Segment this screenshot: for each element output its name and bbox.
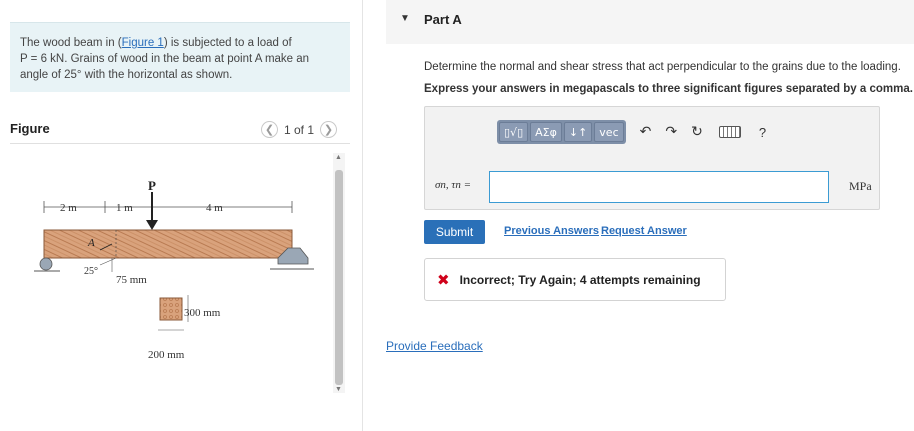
redo-icon[interactable]: ↷ bbox=[665, 124, 678, 140]
dim-2m: 2 m bbox=[60, 202, 77, 214]
arrows-button[interactable]: ↓↑ bbox=[564, 122, 592, 142]
divider bbox=[10, 143, 350, 144]
scrollbar-thumb[interactable] bbox=[335, 170, 343, 385]
question-panel bbox=[386, 0, 914, 431]
provide-feedback-link[interactable]: Provide Feedback bbox=[386, 339, 483, 353]
dim-1m: 1 m bbox=[116, 202, 133, 214]
caret-down-icon[interactable]: ▼ bbox=[400, 13, 410, 24]
problem-text: ) is subjected to a load of bbox=[163, 37, 292, 49]
question-text: Determine the normal and shear stress that act perpendicular to the grains due to the loading. bbox=[424, 61, 901, 73]
page-indicator: 1 of 1 bbox=[284, 122, 315, 137]
angle-label: 25° bbox=[84, 266, 98, 277]
figure-panel bbox=[0, 0, 362, 431]
load-label: P bbox=[148, 178, 156, 193]
wood-beam bbox=[44, 230, 292, 258]
part-header[interactable] bbox=[386, 0, 914, 44]
submit-button[interactable]: Submit bbox=[424, 220, 485, 244]
figure-pager bbox=[261, 121, 337, 138]
instruction-text: Express your answers in megapascals to three significant figures separated by a comma. bbox=[424, 83, 913, 95]
feedback-message bbox=[424, 258, 726, 301]
vec-button[interactable]: vec bbox=[594, 122, 623, 142]
templates-button[interactable]: ▯√▯ bbox=[499, 122, 528, 142]
problem-text: P = 6 kN. Grains of wood in the beam at point A make an bbox=[20, 53, 310, 65]
cross-section bbox=[160, 298, 182, 320]
roller-support bbox=[40, 258, 52, 270]
unit-label: MPa bbox=[849, 179, 872, 193]
problem-text: The wood beam in ( bbox=[20, 37, 122, 49]
math-toolbar bbox=[497, 120, 766, 144]
problem-statement bbox=[10, 22, 350, 92]
beam-diagram bbox=[30, 170, 330, 375]
toolbar-button-group bbox=[497, 120, 626, 144]
scroll-down-icon[interactable]: ▼ bbox=[335, 386, 342, 393]
panel-separator bbox=[362, 0, 363, 431]
undo-icon[interactable]: ↶ bbox=[639, 124, 652, 140]
keyboard-icon[interactable] bbox=[719, 126, 741, 138]
reset-icon[interactable]: ↻ bbox=[691, 124, 703, 140]
depth-label: 75 mm bbox=[116, 274, 147, 286]
figure-link[interactable]: Figure 1 bbox=[121, 37, 164, 49]
width-label: 200 mm bbox=[148, 349, 185, 361]
close-icon: ✖ bbox=[437, 270, 450, 289]
part-title: Part A bbox=[424, 12, 462, 27]
chevron-right-icon[interactable]: ❯ bbox=[320, 121, 337, 138]
scroll-up-icon[interactable]: ▲ bbox=[335, 154, 342, 161]
answer-input[interactable] bbox=[489, 171, 829, 203]
request-answer-link[interactable]: Request Answer bbox=[601, 225, 687, 237]
figure-heading: Figure bbox=[10, 121, 50, 136]
point-a-label: A bbox=[88, 237, 95, 249]
height-label: 300 mm bbox=[184, 307, 221, 319]
answer-label: σn, τn = bbox=[435, 179, 472, 191]
feedback-text: Incorrect; Try Again; 4 attempts remaining bbox=[459, 272, 701, 287]
previous-answers-link[interactable]: Previous Answers bbox=[504, 225, 599, 237]
dim-4m: 4 m bbox=[206, 202, 223, 214]
greek-button[interactable]: ΑΣφ bbox=[530, 122, 562, 142]
problem-text: angle of 25° with the horizontal as shown. bbox=[20, 69, 233, 81]
help-icon[interactable]: ? bbox=[758, 124, 767, 140]
chevron-left-icon[interactable]: ❮ bbox=[261, 121, 278, 138]
answer-area bbox=[424, 106, 880, 210]
